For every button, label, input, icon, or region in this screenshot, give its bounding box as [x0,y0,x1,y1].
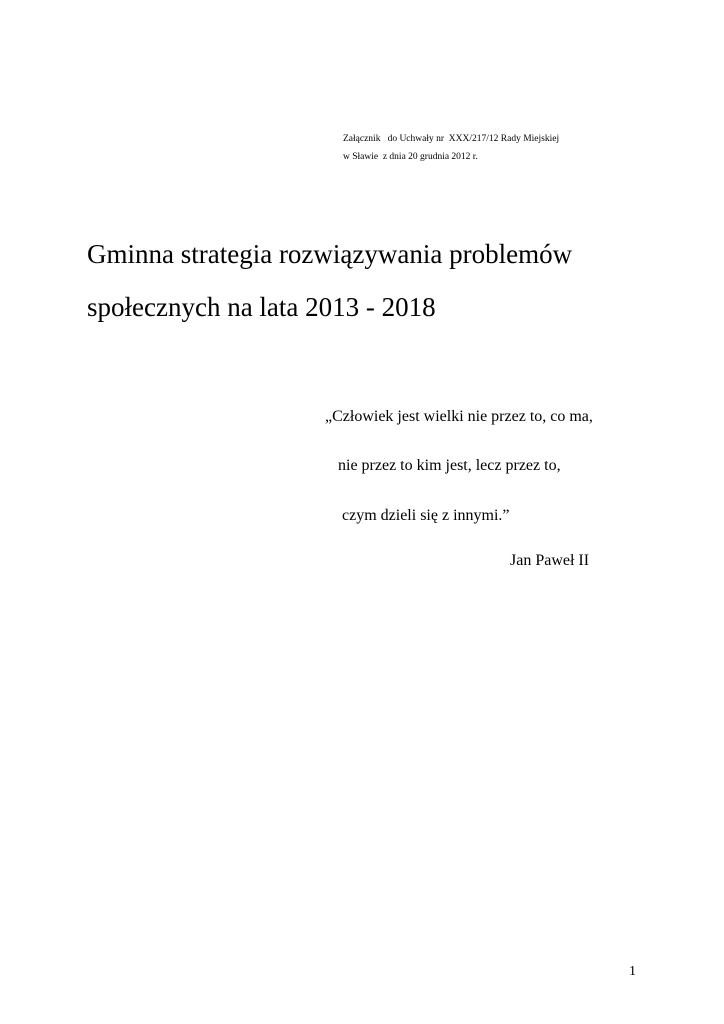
quote-author: Jan Paweł II [510,552,590,569]
quote-line-1: „Człowiek jest wielki nie przez to, co ma, [325,408,593,425]
document-title-line-2: społecznych na lata 2013 - 2018 [87,292,436,322]
quote-line-2: nie przez to kim jest, lecz przez to, [338,457,561,474]
quote-line-3: czym dzieli się z innymi.” [342,507,510,524]
page-number: 1 [629,964,636,979]
annex-note-line-1: Załącznik do Uchwały nr XXX/217/12 Rady Miejskiej [343,134,560,144]
document-title [87,228,572,334]
annex-note-line-2: w Sławie z dnia 20 grudnia 2012 r. [343,152,478,162]
annex-note [343,130,559,166]
document-title-line-1: Gminna strategia rozwiązywania problemów [87,239,573,269]
